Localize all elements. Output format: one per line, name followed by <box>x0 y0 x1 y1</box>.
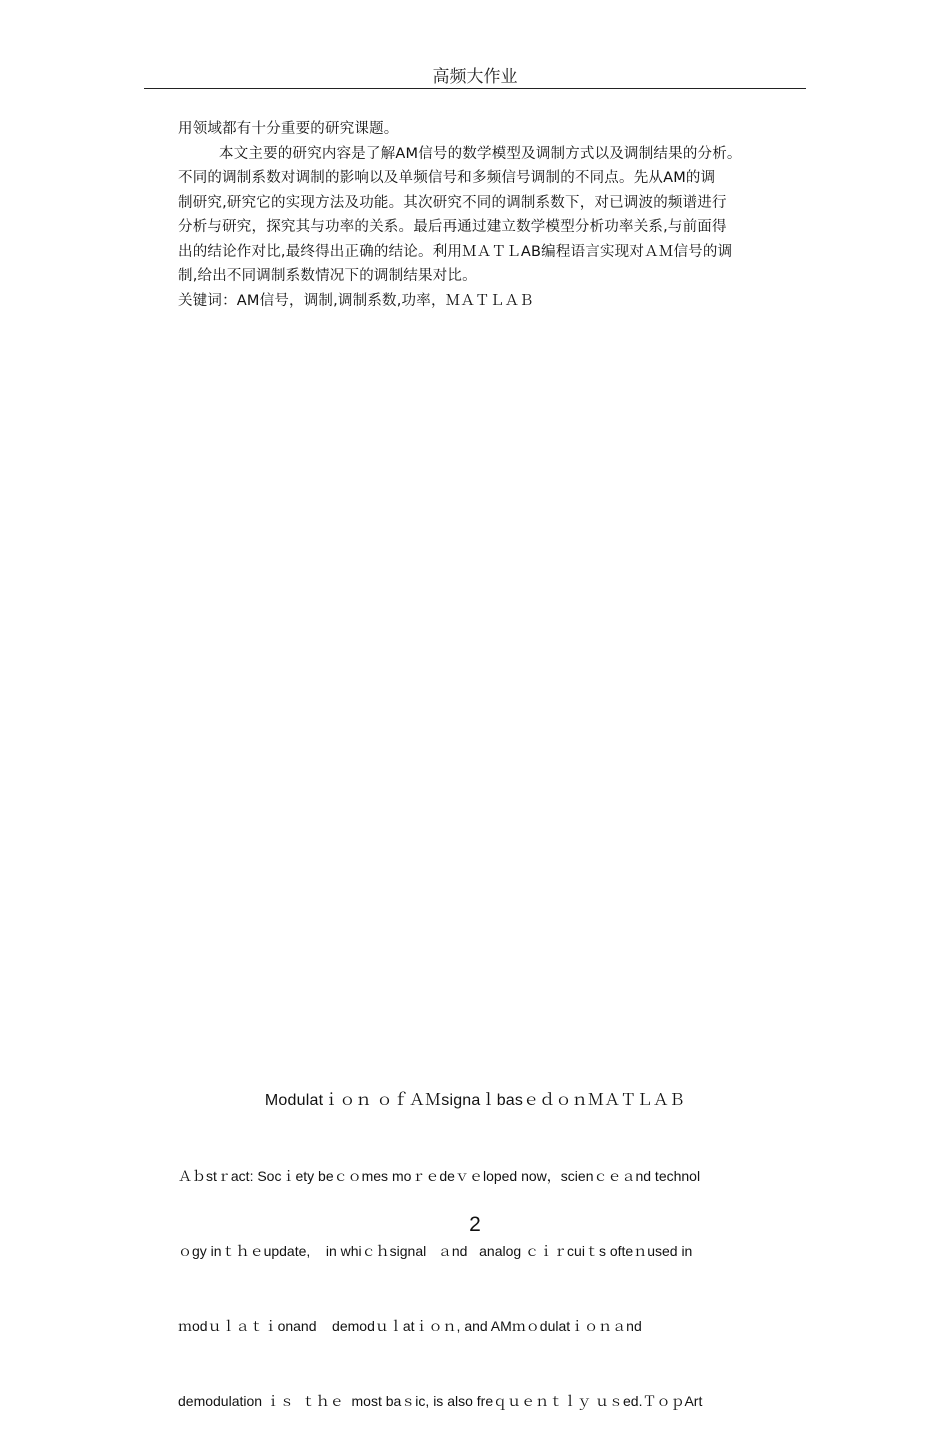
english-abstract <box>178 1114 818 1439</box>
abstract-line: 出的结论作对比,最终得出正确的结论。利用ＭＡＴＬAB编程语言实现对ＡＭ信号的调 <box>178 243 733 260</box>
header-title: 高频大作业 <box>432 67 518 87</box>
abstract-line: 分析与研究，探究其与功率的关系。最后再通过建立数学模型分析功率关系,与前面得 <box>178 219 727 235</box>
english-title: Modulatｉｏｎ ｏｆＡＭsignaｌbasｅｄｏｎＭＡＴＬＡＢ <box>264 1092 686 1109</box>
abstract-line: Ａｂstｒact: Socｉety beｃｏmes moｒｅdeｖｅloped now，scienｃｅａnd technol <box>178 1168 701 1184</box>
abstract-line: 制,给出不同调制系数情况下的调制结果对比。 <box>178 268 477 284</box>
keywords: 关键词：AM信号，调制,调制系数,功率，ＭＡＴＬＡＢ <box>178 292 534 309</box>
abstract-line: ｍodｕｌａｔｉonand demodｕｌatｉｏｎ, and AMｍｏdulatｉｏｎａnd <box>178 1318 642 1334</box>
abstract-line: 用领域都有十分重要的研究课题。 <box>178 121 399 137</box>
page-header <box>144 66 806 89</box>
abstract-line: 不同的调制系数对调制的影响以及单频信号和多频信号调制的不同点。先从AM的调 <box>178 170 716 186</box>
abstract-line: ｏgy inｔｈｅupdate, in whiｃｈsignal ａnd analog ｃｉｒcuiｔs ofteｎused in <box>178 1243 693 1259</box>
abstract-line: 本文主要的研究内容是了解AM信号的数学模型及调制方式以及调制结果的分析。 <box>219 145 742 162</box>
page-number: 2 <box>469 1213 481 1236</box>
chinese-abstract <box>178 117 818 313</box>
abstract-line: demodulation ｉｓ ｔｈｅ most baｓic, is also freｑｕｅｎｔｌｙ ｕｓed.ＴｏｐArt <box>178 1393 703 1409</box>
abstract-line: 制研究,研究它的实现方法及功能。其次研究不同的调制系数下，对已调波的频谱进行 <box>178 194 727 211</box>
